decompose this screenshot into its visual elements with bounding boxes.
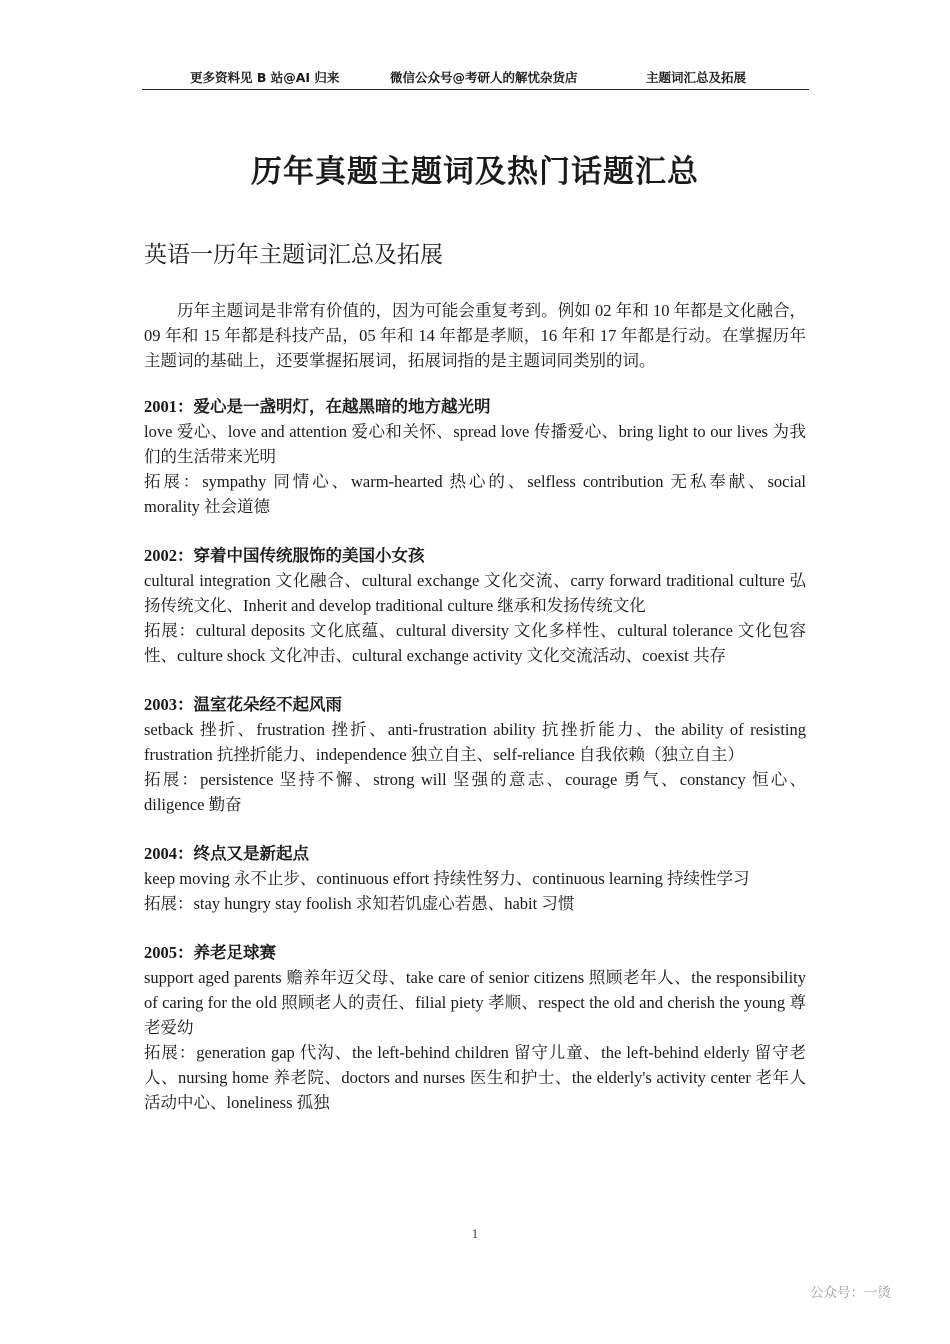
entry-words: keep moving 永不止步、continuous effort 持续性努力、continuous learning 持续性学习 xyxy=(144,869,750,888)
entry-words: setback 挫折、frustration 挫折、anti-frustration ability 抗挫折能力、the ability of resisting frustration 抗挫折能力、independence 独立自主、self-reliance 自我依赖（独立自主） xyxy=(144,720,806,764)
year-entry-2002 xyxy=(144,543,806,668)
year-entry-2005 xyxy=(144,940,806,1115)
entry-words: support aged parents 赡养年迈父母、take care of senior citizens 照顾老年人、the responsibility of caring for the old 照顾老人的责任、filial piety 孝顺、respect the old and cherish the young 尊老爱幼 xyxy=(144,968,806,1037)
page-number: 1 xyxy=(471,1226,479,1241)
entry-title: 2005：养老足球赛 xyxy=(144,943,276,962)
entry-expand: 拓展：stay hungry stay foolish 求知若饥虚心若愚、habit 习惯 xyxy=(144,894,575,913)
entry-words: love 爱心、love and attention 爱心和关怀、spread love 传播爱心、bring light to our lives 为我们的生活带来光明 xyxy=(144,422,806,466)
section-title: 英语一历年主题词汇总及拓展 xyxy=(144,242,443,268)
header-right-text: 主题词汇总及拓展 xyxy=(646,70,747,85)
watermark-text: 公众号：一烫 xyxy=(810,1285,891,1301)
document-title: 历年真题主题词及热门话题汇总 xyxy=(251,154,699,190)
document-body xyxy=(144,298,806,1139)
entry-title: 2001：爱心是一盏明灯，在越黑暗的地方越光明 xyxy=(144,397,491,416)
year-entry-2003 xyxy=(144,692,806,817)
year-entry-2004 xyxy=(144,841,806,916)
year-entry-2001 xyxy=(144,394,806,519)
entry-expand: 拓展：persistence 坚持不懈、strong will 坚强的意志、courage 勇气、constancy 恒心、diligence 勤奋 xyxy=(144,770,806,814)
entry-words: cultural integration 文化融合、cultural exchange 文化交流、carry forward traditional culture 弘扬传统文化、Inherit and develop traditional culture 继承和发扬传统文化 xyxy=(144,571,806,615)
header-left-text: 更多资料见 B 站@AI 归来 xyxy=(190,70,340,85)
intro-paragraph: 历年主题词是非常有价值的，因为可能会重复考到。例如 02 年和 10 年都是文化融合，09 年和 15 年都是科技产品，05 年和 14 年都是孝顺，16 年和 17 年都是行动。在掌握历年主题词的基础上，还要掌握拓展词，拓展词指的是主题词同类别的词。 xyxy=(144,301,806,370)
entry-expand: 拓展：sympathy 同情心、warm-hearted 热心的、selfless contribution 无私奉献、social morality 社会道德 xyxy=(144,472,806,516)
entry-expand: 拓展：generation gap 代沟、the left-behind children 留守儿童、the left-behind elderly 留守老人、nursing home 养老院、doctors and nurses 医生和护士、the elderly's activity center 老年人活动中心、loneliness 孤独 xyxy=(144,1043,806,1112)
entry-title: 2004：终点又是新起点 xyxy=(144,844,309,863)
header-middle-text: 微信公众号@考研人的解忧杂货店 xyxy=(390,70,578,85)
page-header xyxy=(142,64,809,90)
entry-title: 2003：温室花朵经不起风雨 xyxy=(144,695,342,714)
entry-title: 2002：穿着中国传统服饰的美国小女孩 xyxy=(144,546,425,565)
entry-expand: 拓展：cultural deposits 文化底蕴、cultural diversity 文化多样性、cultural tolerance 文化包容性、culture shock 文化冲击、cultural exchange activity 文化交流活动、coexist 共存 xyxy=(144,621,806,665)
